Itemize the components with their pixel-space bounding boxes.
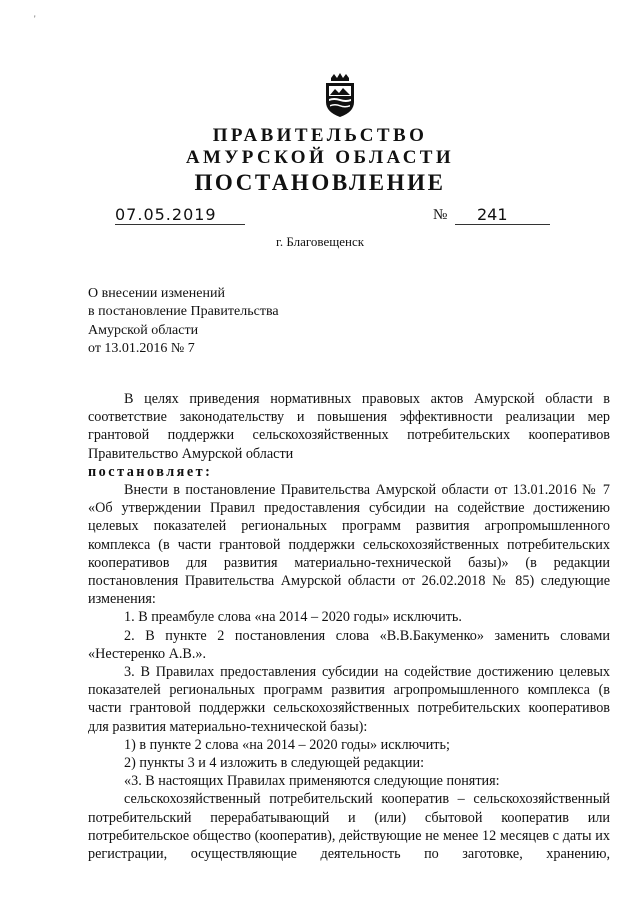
document-number: 241 (455, 206, 550, 225)
subject-line: от 13.01.2016 № 7 (88, 340, 195, 356)
city: г. Благовещенск (275, 234, 365, 249)
government-name-line1: ПРАВИТЕЛЬСТВО (212, 125, 428, 146)
document-body (88, 390, 610, 863)
item-3: 3. В Правилах предоставления субсидии на содействие достижению целевых показателей региональных программ развития агропромышленного комплекса (в части грантовой поддержки сельскохозяйственных потребительских кооперативов для развития материально-технической базы): (88, 664, 610, 735)
item-3-sub-3: «3. В настоящих Правилах применяются следующие понятия: (124, 773, 500, 790)
item-1: Внести в постановление Правительства Амурской области от 13.01.2016 № 7 «Об утверждении Правил предоставления субсидии на содействие достижению целевых показателей региональных программ развития агропромышленного комплекса (в части грантовой поддержки сельскохозяйственных потребительских кооперативов для развития материально-технической базы)» (в редакции постановления Правительства Амурской области от 26.02.2018 № 85) следующие изменения: (88, 482, 610, 608)
coat-of-arms-icon (323, 72, 357, 118)
item-3-sub-1: 1) в пункте 2 слова «на 2014 – 2020 годы» исключить; (124, 736, 450, 753)
definition-paragraph: сельскохозяйственный потребительский кооператив – сельскохозяйственный потребительский перерабатывающий и (или) сбытовой кооператив или потребительское общество (кооператив), действующие не менее 12 месяцев с даты их регистрации, осуществляющие деятельность по заготовке, хранению, (88, 791, 610, 863)
subject-line: в постановление Правительства (88, 304, 279, 320)
corner-mark: ' (34, 14, 36, 24)
item-3-sub-2: 2) пункты 3 и 4 изложить в следующей редакции: (124, 755, 425, 772)
preamble: В целях приведения нормативных правовых актов Амурской области в соответствие законодательству и повышения эффективности реализации мер грантовой поддержки сельскохозяйственных потребительских кооперативов Правительство Амурской области (88, 391, 610, 462)
subject-line: Амурской области (88, 322, 199, 338)
government-name-line2: АМУРСКОЙ ОБЛАСТИ (185, 147, 455, 168)
item-2: 2. В пункте 2 постановления слова «В.В.Бакуменко» заменить словами «Нестеренко А.В.». (88, 627, 610, 662)
item-1-sub: 1. В преамбуле слова «на 2014 – 2020 годы» исключить. (124, 609, 462, 626)
subject-line: О внесении изменений (88, 286, 225, 301)
document-date: 07.05.2019 (115, 206, 245, 225)
document-title: ПОСТАНОВЛЕНИЕ (194, 170, 446, 195)
document-subject (88, 285, 279, 358)
number-sign: № (433, 207, 448, 223)
resolve-word: постановляет: (88, 463, 213, 480)
